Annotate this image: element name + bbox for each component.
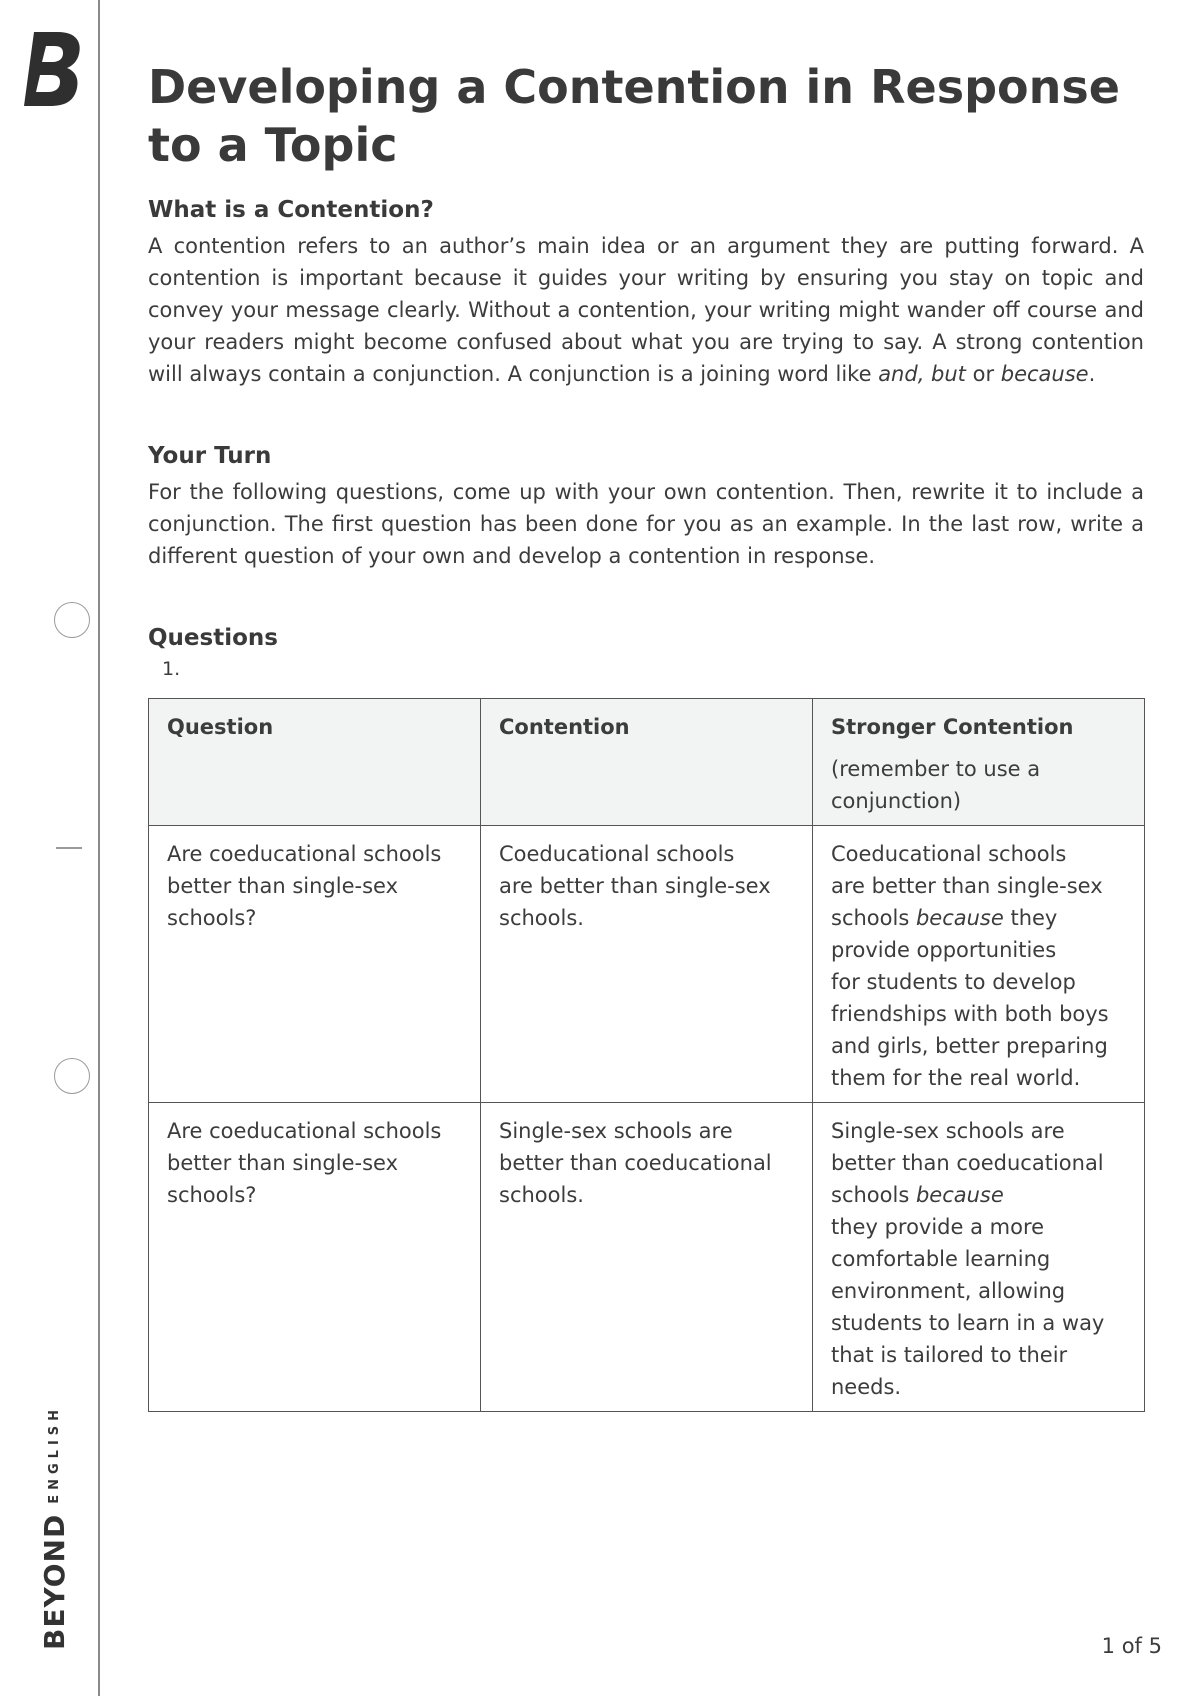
- row1-contention: [481, 826, 813, 1103]
- row1-stronger-line2: [831, 870, 1126, 966]
- table-row: [149, 826, 1145, 1103]
- header-question: Question: [149, 699, 481, 826]
- brand-subtitle: ENGLISH: [46, 1404, 62, 1504]
- row2-stronger-line2: they provide a more comfortable learning environment, allowing students to learn in a way that is tailored to their needs.: [831, 1215, 1105, 1399]
- row2-stronger-text: Single-sex schools are better than coeducational schools: [831, 1119, 1104, 1207]
- row2-conjunction: because: [915, 1183, 1004, 1207]
- page-number: 1 of 5: [1101, 1634, 1162, 1658]
- contention-table: [148, 698, 1145, 1412]
- row1-stronger-text: are better than single-sex schools: [831, 874, 1103, 930]
- header-contention: Contention: [481, 699, 813, 826]
- section-heading-contention: What is a Contention?: [148, 197, 434, 223]
- row2-contention: Single-sex schools are better than coeducational schools.: [481, 1103, 813, 1412]
- definition-text: A contention refers to an author’s main idea or an argument they are putting forward. A contention is important because it guides your writing by ensuring you stay on topic and convey your message clearly. Without a contention, your writing might wander off course and your readers might become confused about what you are trying to say. A strong contention will always contain a conjunction. A conjunction is a joining word like: [148, 234, 1144, 386]
- definition-period: .: [1088, 362, 1096, 386]
- row1-contention-line2: are better than single-sex schools.: [499, 874, 771, 930]
- row2-stronger-contention: [813, 1103, 1145, 1412]
- header-stronger-contention: [813, 699, 1145, 826]
- worksheet-content: [148, 58, 1144, 1412]
- row2-question: Are coeducational schools better than single-sex schools?: [149, 1103, 481, 1412]
- your-turn-instructions: For the following questions, come up with your own contention. Then, rewrite it to include a conjunction. The first question has been done for you as an example. In the last row, write a different question of your own and develop a contention in response.: [148, 480, 1144, 568]
- table-row: [149, 1103, 1145, 1412]
- fold-mark: [56, 847, 82, 849]
- row1-question: Are coeducational schools better than single-sex schools?: [149, 826, 481, 1103]
- brand-wordmark: [34, 1390, 74, 1650]
- contention-definition: [148, 230, 1144, 390]
- table-header-row: [149, 699, 1145, 826]
- definition-emphasis-and-but: and, but: [878, 362, 966, 386]
- row1-stronger-contention: [813, 826, 1145, 1103]
- definition-emphasis-because: because: [1000, 362, 1089, 386]
- row1-contention-line1: Coeducational schools: [499, 842, 735, 866]
- row1-stronger-text-after: they provide opportunities: [831, 906, 1058, 962]
- logo-b-icon: [24, 28, 84, 110]
- punch-hole-bottom: [54, 1058, 90, 1094]
- definition-text-or: or: [965, 362, 1001, 386]
- header-stronger-label: Stronger Contention: [831, 715, 1074, 739]
- punch-hole-top: [54, 602, 90, 638]
- sidebar-rule: [98, 0, 100, 1696]
- page-title: Developing a Contention in Response to a Topic: [148, 60, 1120, 172]
- row2-stronger-line1: [831, 1115, 1126, 1211]
- brand-name: BEYOND: [37, 1513, 71, 1650]
- question-number: 1.: [162, 658, 181, 680]
- row1-stronger-line1: Coeducational schools: [831, 842, 1067, 866]
- section-heading-your-turn: Your Turn: [148, 443, 272, 469]
- row1-stronger-line3: for students to develop friendships with both boys and girls, better preparing them for the real world.: [831, 970, 1109, 1090]
- section-heading-questions: Questions: [148, 625, 278, 651]
- row1-conjunction: because: [915, 906, 1004, 930]
- header-stronger-note: (remember to use a conjunction): [831, 757, 1041, 813]
